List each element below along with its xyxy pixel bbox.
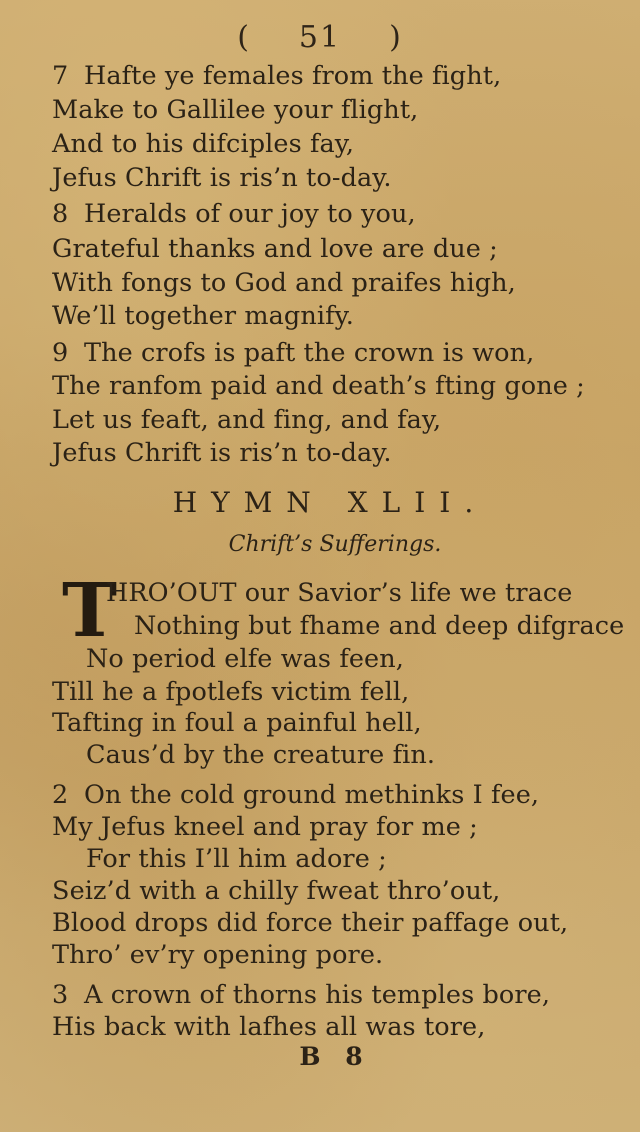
verse-line: 2 On the cold ground methinks I fee, [52, 780, 540, 810]
verse-line: Caus’d by the creature fin. [86, 740, 436, 770]
folio-open-paren: ( [237, 20, 251, 55]
verse-line: We’ll together magnify. [52, 301, 354, 331]
verse-number: 3 [52, 980, 69, 1010]
hymn-subtitle: Chrift’s Sufferings. [228, 532, 442, 557]
verse-line: With fongs to God and praifes high, [52, 268, 516, 298]
verse-line: And to his difciples fay, [52, 129, 355, 159]
drop-cap: T [62, 568, 118, 654]
verse-line: Till he a fpotlefs victim fell, [52, 677, 410, 707]
verse-line: Grateful thanks and love are due ; [52, 234, 498, 264]
folio-close-paren: ) [389, 20, 403, 55]
page-number [0, 20, 640, 55]
verse-line: Seiz’d with a chilly fweat thro’out, [52, 876, 501, 906]
verse-line: For this I’ll him adore ; [86, 844, 387, 874]
verse-line: Tafting in foul a painful hell, [52, 708, 422, 738]
verse-line: 3 A crown of thorns his temples bore, [52, 980, 551, 1010]
verse-line: Thro’ ev’ry opening pore. [52, 940, 384, 970]
verse-line: No period elfe was feen, [86, 644, 404, 674]
signature-mark: B 8 [299, 1042, 371, 1071]
verse-number: 9 [52, 338, 69, 368]
verse-line: The ranfom paid and death’s fting gone ; [52, 371, 585, 401]
verse-line: My Jefus kneel and pray for me ; [52, 812, 478, 842]
verse-number: 7 [52, 61, 69, 91]
verse-line: Nothing but fhame and deep difgrace [134, 611, 625, 641]
verse-line: HRO’OUT our Savior’s life we trace [106, 578, 573, 608]
verse-line: His back with lafhes all was tore, [52, 1012, 486, 1042]
verse-number: 8 [52, 199, 69, 229]
verse-line: Make to Gallilee your flight, [52, 95, 419, 125]
verse-line: 9 The crofs is paft the crown is won, [52, 338, 535, 368]
verse-line: Jefus Chrift is ris’n to-day. [52, 163, 392, 193]
folio-number: 51 [298, 20, 342, 55]
verse-line: Let us feaft, and fing, and fay, [52, 405, 442, 435]
verse-line: Jefus Chrift is ris’n to-day. [52, 438, 392, 468]
verse-number: 2 [52, 780, 69, 810]
hymn-title: HYMN XLII. [172, 486, 488, 519]
verse-line: 8 Heralds of our joy to you, [52, 199, 416, 229]
verse-line: 7 Hafte ye females from the fight, [52, 61, 502, 91]
verse-line: Blood drops did force their paffage out, [52, 908, 569, 938]
